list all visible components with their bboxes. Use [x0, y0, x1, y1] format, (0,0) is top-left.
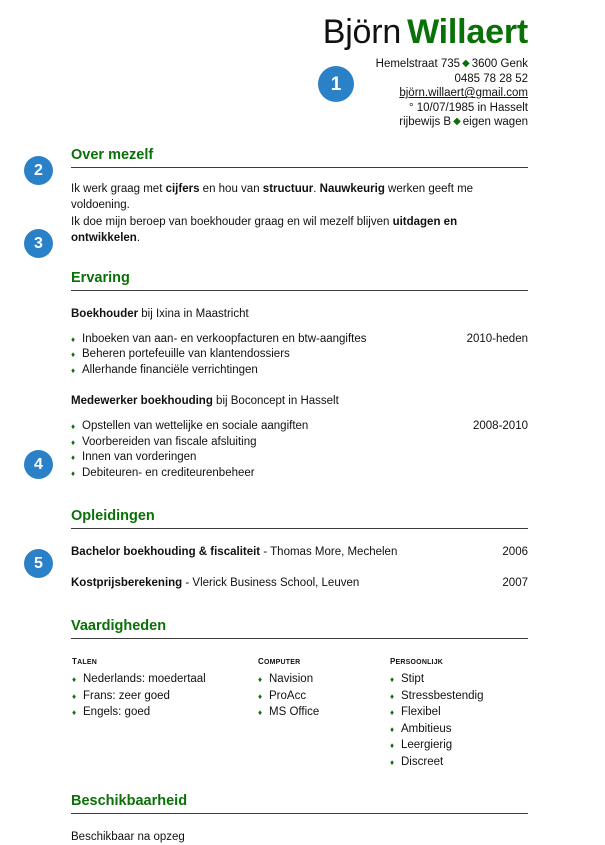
skill-item: ♦ MS Office	[258, 704, 319, 721]
skill-item: ♦ Stressbestendig	[390, 688, 483, 705]
job-years: 2010-heden	[466, 332, 528, 345]
skill-item: ♦ Nederlands: moedertaal	[72, 671, 206, 688]
section-title-over-mezelf: Over mezelf	[71, 146, 154, 163]
duty-item: ♦ Innen van vorderingen	[71, 450, 528, 466]
section-title-beschikbaarheid: Beschikbaarheid	[71, 793, 188, 809]
skill-item: ♦ Navision	[258, 671, 319, 688]
education-degree: Bachelor boekhouding & fiscaliteit	[71, 546, 261, 558]
skill-item: ♦ Discreet	[390, 754, 483, 771]
about-l1e: .	[313, 182, 320, 195]
last-name: Willaert	[407, 13, 528, 51]
duty-item: ♦ Inboeken van aan- en verkoopfacturen en btw-aangiftes	[71, 332, 528, 348]
section-title-opleidingen: Opleidingen	[71, 508, 155, 524]
about-l1b: cijfers	[165, 182, 200, 195]
contact-email-line	[0, 86, 528, 101]
skill-column-heading: computer	[258, 655, 301, 667]
skill-item: ♦ Engels: goed	[72, 704, 206, 721]
education-row	[71, 545, 528, 560]
skill-item: ♦ Stipt	[390, 671, 483, 688]
skill-item: ♦ Flexibel	[390, 704, 483, 721]
page-title	[0, 12, 528, 52]
contact-license: rijbewijs B	[399, 116, 452, 128]
about-paragraph	[71, 181, 528, 247]
first-name: Björn	[322, 13, 402, 51]
skill-item: ♦ Leergierig	[390, 737, 483, 754]
duty-item: ♦ Allerhande financiële verrichtingen	[71, 363, 528, 379]
duty-item: ♦ Debiteuren- en crediteurenbeheer	[71, 466, 528, 482]
skill-column-heading: persoonlijk	[390, 655, 444, 667]
job-company: bij Ixina in Maastricht	[138, 307, 249, 320]
job-years: 2008-2010	[473, 420, 528, 432]
section-rule	[71, 528, 528, 529]
resume-header	[0, 0, 605, 130]
diamond-separator-icon: ◆	[453, 116, 461, 127]
duty-item: ♦ Beheren portefeuille van klantendossiers	[71, 347, 528, 363]
contact-license-line	[0, 115, 528, 130]
education-degree: Kostprijsberekening	[71, 577, 183, 589]
section-beschikbaarheid	[71, 792, 528, 845]
section-ervaring	[71, 269, 528, 482]
about-l1d: structuur	[262, 182, 314, 195]
contact-birth: ° 10/07/1985 in Hasselt	[408, 101, 528, 114]
section-over-mezelf	[71, 146, 528, 247]
education-row	[71, 576, 528, 591]
skill-column-heading: talen	[72, 655, 97, 667]
diamond-separator-icon: ◆	[462, 58, 470, 69]
duty-item: ♦ Opstellen van wettelijke en sociale aangiften	[71, 419, 528, 435]
step-badge-2: 2	[24, 156, 53, 185]
contact-car: eigen wagen	[462, 116, 528, 128]
skills-columns	[71, 654, 528, 766]
section-rule	[71, 290, 528, 291]
section-rule	[71, 813, 528, 814]
contact-phone: 0485 78 28 52	[454, 72, 528, 85]
availability-text: Beschikbaar na opzeg	[71, 831, 185, 843]
job-duties	[71, 332, 528, 379]
contact-email[interactable]: björn.willaert@gmail.com	[399, 87, 528, 99]
step-badge-1: 1	[318, 66, 354, 102]
section-title-ervaring: Ervaring	[71, 269, 130, 286]
skill-item: ♦ Ambitieus	[390, 721, 483, 738]
skill-item: ♦ ProAcc	[258, 688, 319, 705]
about-l1a: Ik werk graag met	[71, 182, 166, 195]
education-year: 2006	[502, 546, 528, 558]
job-duties	[71, 419, 528, 481]
education-school: - Vlerick Business School, Leuven	[182, 577, 360, 589]
skill-item: ♦ Frans: zeer goed	[72, 688, 206, 705]
skill-column-computer	[258, 654, 319, 721]
job-role: Medewerker boekhouding	[71, 395, 213, 407]
job-company: bij Boconcept in Hasselt	[212, 395, 339, 407]
section-title-vaardigheden: Vaardigheden	[71, 618, 167, 634]
step-badge-5: 5	[24, 549, 53, 578]
skill-column-persoonlijk	[390, 654, 483, 770]
section-vaardigheden	[71, 617, 528, 766]
step-badge-3: 3	[24, 229, 53, 258]
about-l2a: Ik doe mijn beroep van boekhouder graag en wil mezelf blijven	[71, 215, 393, 228]
about-l2c: .	[136, 232, 141, 244]
about-l1f: Nauwkeurig	[319, 182, 385, 195]
contact-street: Hemelstraat 735	[375, 58, 461, 70]
skill-column-talen	[72, 654, 206, 721]
section-rule	[71, 167, 528, 168]
about-l2b: uitdagen en ontwikkelen	[71, 215, 458, 244]
job-title-row	[71, 394, 528, 409]
job-role: Boekhouder	[71, 307, 139, 320]
education-year: 2007	[502, 577, 528, 589]
step-badge-4: 4	[24, 450, 53, 479]
section-opleidingen	[71, 507, 528, 591]
duty-item: ♦ Voorbereiden van fiscale afsluiting	[71, 435, 528, 451]
section-rule	[71, 638, 528, 639]
about-l1g: werken geeft me voldoening.	[71, 182, 474, 211]
contact-city: 3600 Genk	[471, 58, 528, 70]
job-title-row	[71, 307, 528, 322]
education-school: - Thomas More, Mechelen	[260, 546, 398, 558]
contact-block	[0, 57, 528, 130]
about-l1c: en hou van	[199, 182, 263, 195]
contact-address-line	[0, 57, 528, 72]
